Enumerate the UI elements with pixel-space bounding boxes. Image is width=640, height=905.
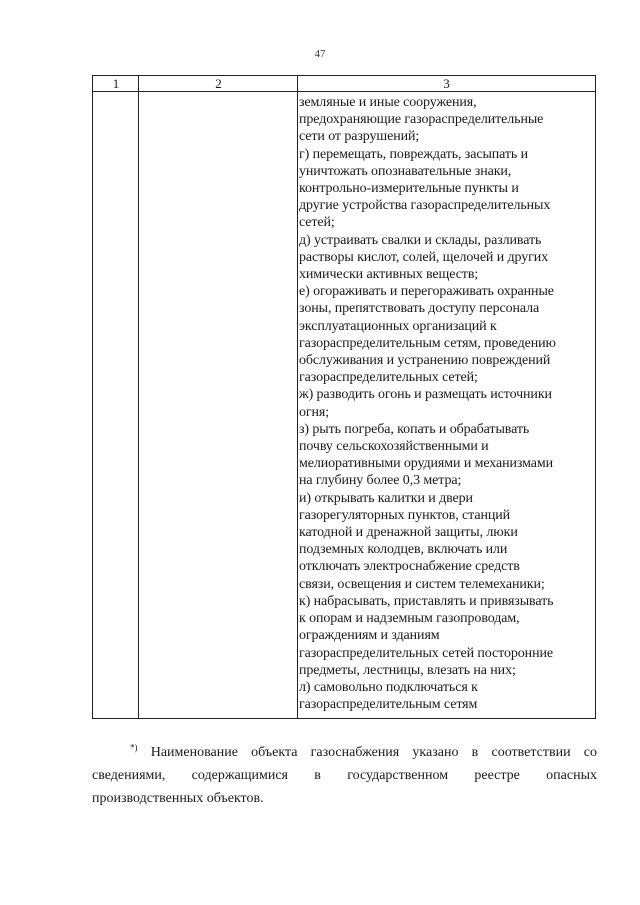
table-cell-line: подземных колодцев, включать или <box>299 542 508 558</box>
table-cell-line: связи, освещения и систем телемеханики; <box>299 576 545 592</box>
table-cell-line: газораспределительным сетям, проведению <box>299 335 556 351</box>
table-cell-line: сети от разрушений; <box>299 129 420 145</box>
table-cell-line: эксплуатационных организаций к <box>299 318 497 334</box>
column-header-1: 1 <box>112 76 120 91</box>
table-cell-line: г) перемещать, повреждать, засыпать и <box>299 146 529 162</box>
table-cell-line: газораспределительных сетей посторонние <box>299 645 553 661</box>
footnote <box>92 741 597 810</box>
footnote-mark: *) <box>130 742 138 753</box>
table-cell-line: газораспределительным сетям <box>299 697 478 713</box>
table-cell-line: газорегуляторных пунктов, станций <box>299 507 511 523</box>
table-cell-line: отключать электроснабжение средств <box>299 559 520 575</box>
table-cell-line: обслуживания и устранению повреждений <box>299 353 551 369</box>
table-cell-line: ограждениям и зданиям <box>299 628 440 644</box>
table-cell-line: предохраняющие газораспределительные <box>299 112 544 128</box>
column-header-2: 2 <box>215 76 222 91</box>
table-cell-line: предметы, лестницы, влезать на них; <box>299 662 516 678</box>
table-cell-line: газораспределительных сетей; <box>299 370 478 386</box>
footnote-line: сведениями, содержащимися в государственном реестре опасных <box>92 768 597 783</box>
table-cell-line: другие устройства газораспределительных <box>299 198 551 214</box>
column-divider <box>138 76 139 718</box>
table-cell-line: контрольно-измерительные пункты и <box>299 181 519 197</box>
footnote-line: *) Наименование объекта газоснабжения указано в соответствии со <box>130 742 597 760</box>
table-cell-line: л) самовольно подключаться к <box>299 679 478 695</box>
table-cell-line: земляные и иные сооружения, <box>299 95 477 110</box>
table-cell-line: д) устраивать свалки и склады, разливать <box>299 232 542 248</box>
table-cell-line: мелиоративными орудиями и механизмами <box>299 456 554 472</box>
table-cell-line: и) открывать калитки и двери <box>299 490 473 506</box>
table-cell-line: растворы кислот, солей, щелочей и других <box>299 249 549 265</box>
page-number: 47 <box>314 48 326 60</box>
footnote-line: производственных объектов. <box>92 791 264 806</box>
table-cell-line: уничтожать опознавательные знаки, <box>299 163 512 179</box>
table-cell-line: з) рыть погреба, копать и обрабатывать <box>299 421 530 437</box>
table-cell-line: на глубину более 0,3 метра; <box>299 473 462 489</box>
column-3-text <box>299 94 595 713</box>
column-divider <box>297 76 298 718</box>
requirements-table <box>92 75 596 719</box>
column-header-3: 3 <box>443 76 450 91</box>
table-cell-line: зоны, препятствовать доступу персонала <box>299 301 540 317</box>
table-cell-line: огня; <box>299 404 330 420</box>
table-cell-line: сетей; <box>299 215 335 231</box>
table-cell-line: к опорам и надземным газопроводам, <box>299 611 520 627</box>
table-cell-line: химически активных веществ; <box>299 267 479 283</box>
table-header-row <box>93 76 595 92</box>
table-cell-line: е) огораживать и перегораживать охранные <box>299 284 554 300</box>
table-cell-line: почву сельскохозяйственными и <box>299 439 489 455</box>
table-cell-line: катодной и дренажной защиты, люки <box>299 525 518 541</box>
table-cell-line: к) набрасывать, приставлять и привязывать <box>299 593 554 609</box>
table-cell-line: ж) разводить огонь и размещать источники <box>299 387 552 403</box>
